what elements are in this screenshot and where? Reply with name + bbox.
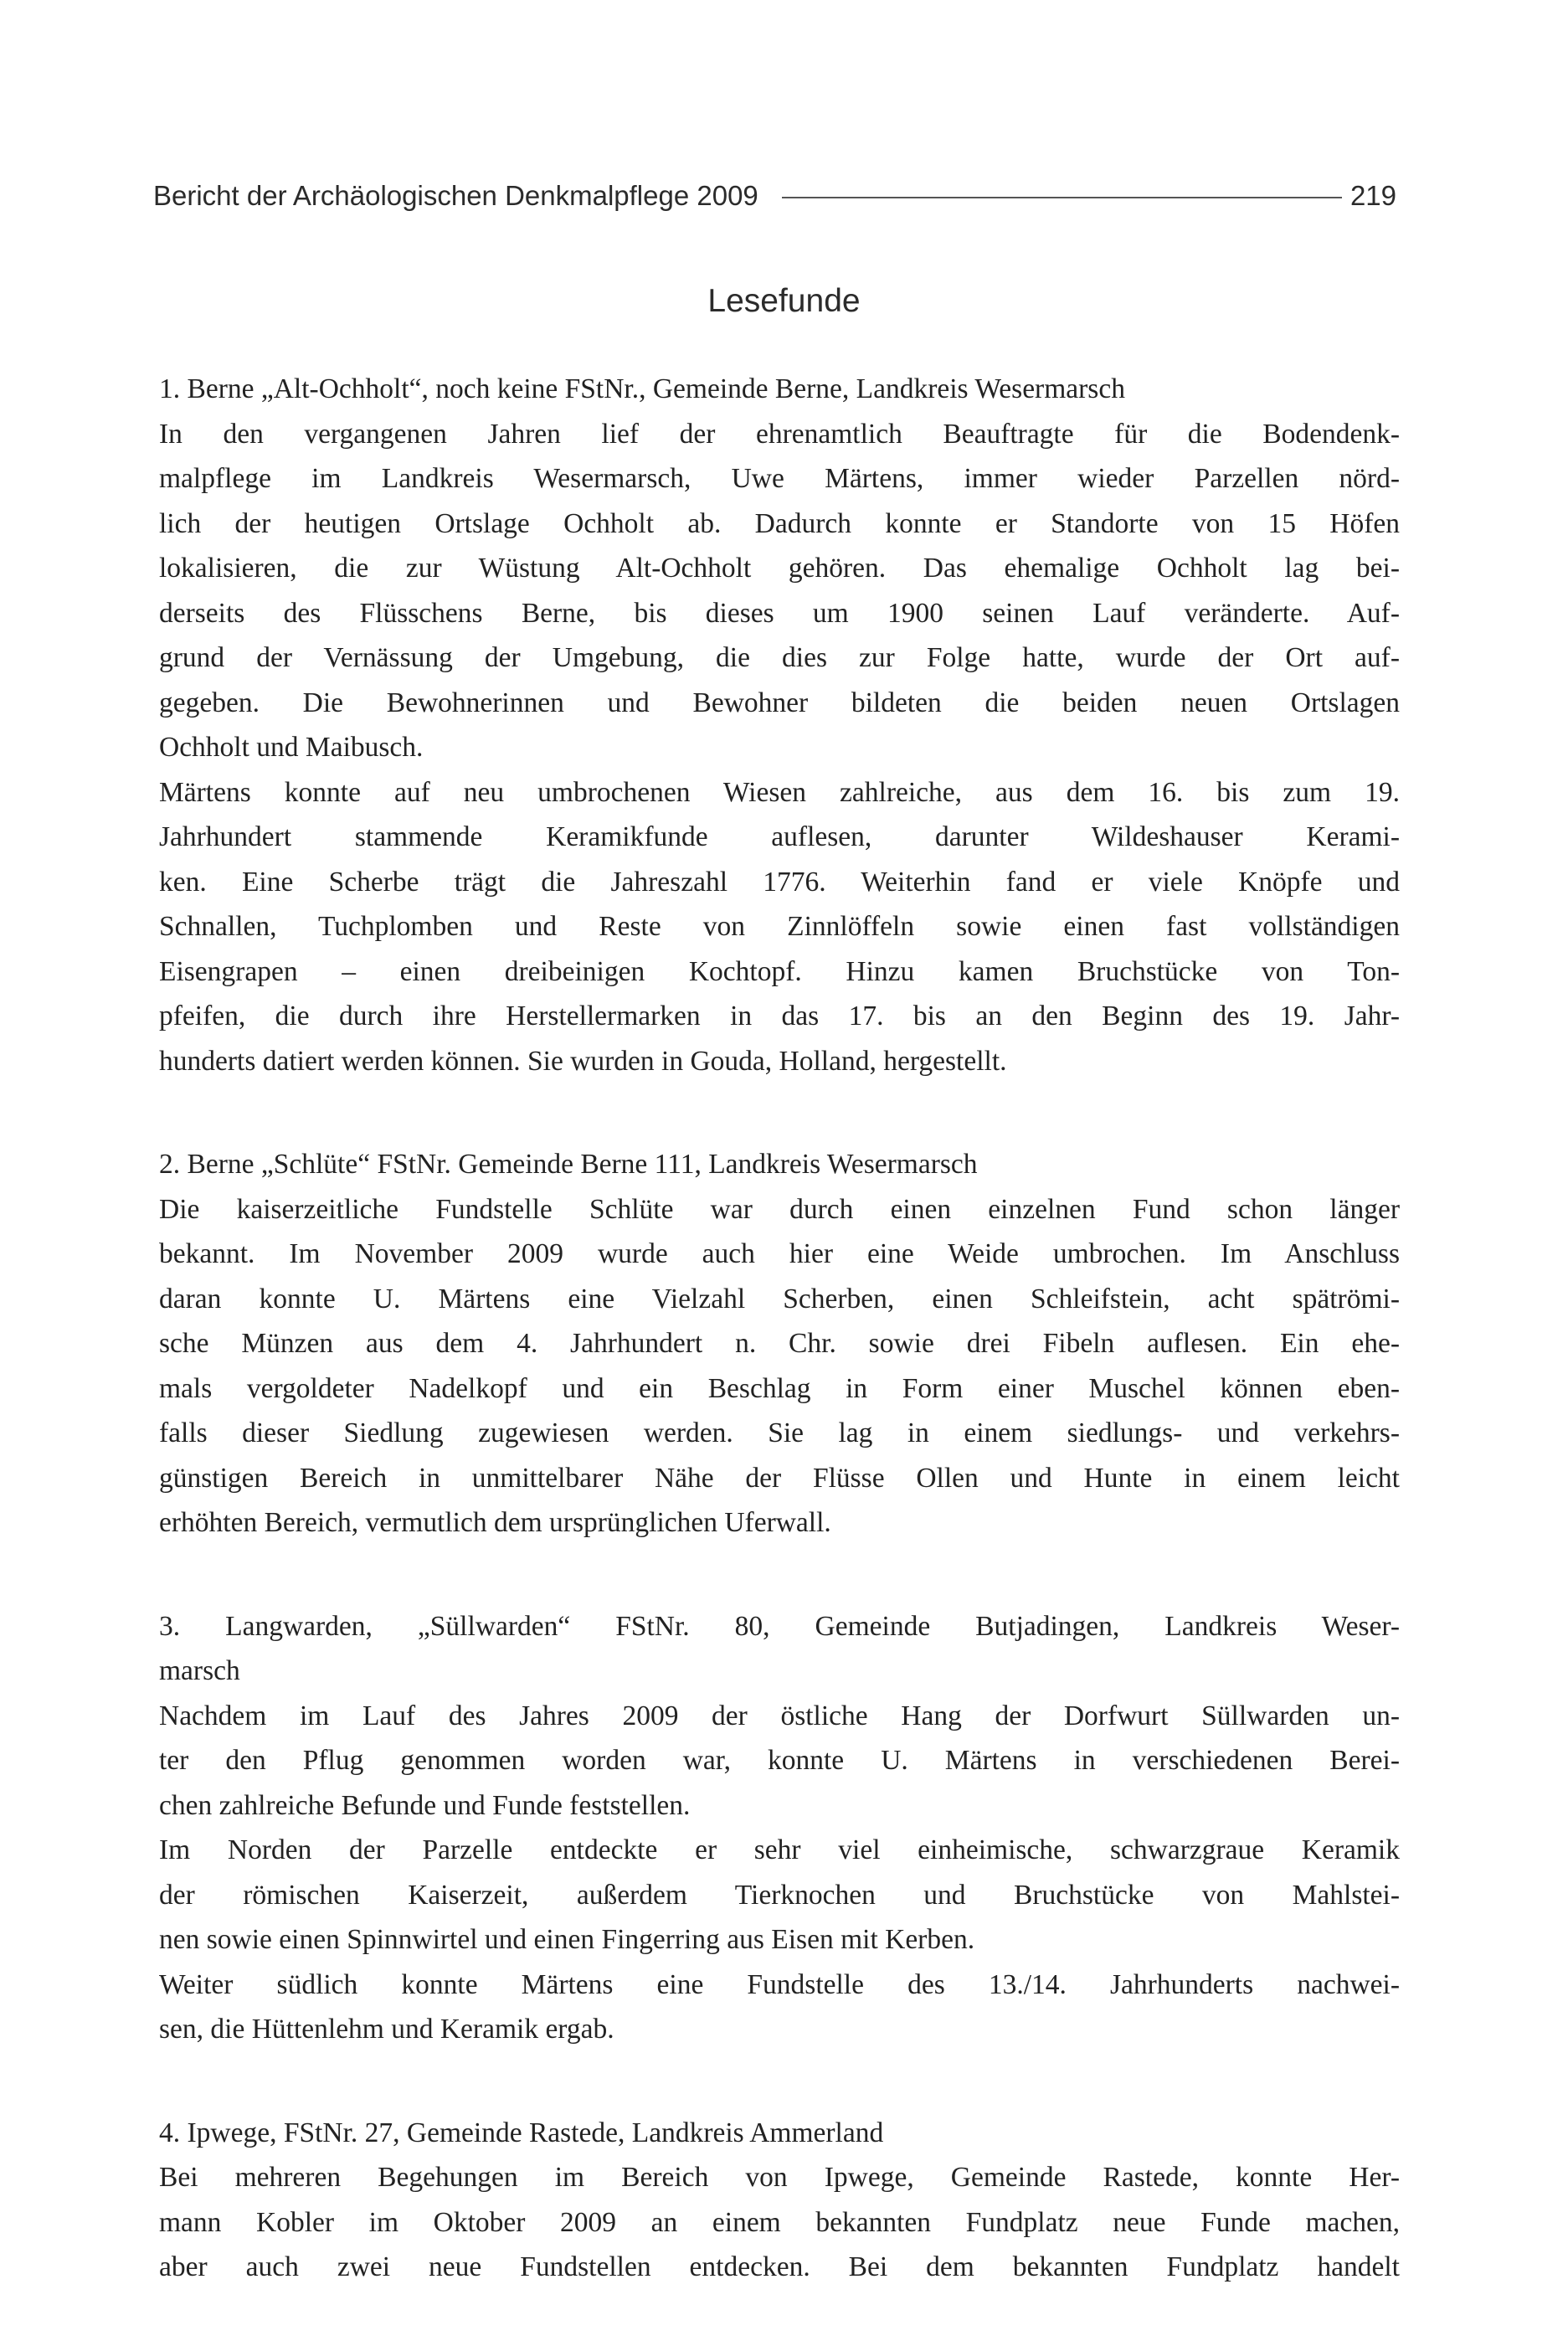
text-line: Eisengrapen – einen dreibeinigen Kochtopf. Hinzu kamen Bruchstücke von Ton- bbox=[159, 955, 1400, 987]
text-line: nen sowie einen Spinnwirtel und einen Fingerring aus Eisen mit Kerben. bbox=[159, 1924, 975, 1955]
journal-title: Bericht der Archäologischen Denkmalpflege 2009 bbox=[153, 180, 758, 211]
header-rule bbox=[782, 197, 1342, 198]
text-line: falls dieser Siedlung zugewiesen werden. Sie lag in einem siedlungs- und verkehrs- bbox=[159, 1417, 1400, 1448]
text-line: Die kaiserzeitliche Fundstelle Schlüte war durch einen einzelnen Fund schon länger bbox=[159, 1193, 1400, 1225]
text-line: malpflege im Landkreis Wesermarsch, Uwe Märtens, immer wieder Parzellen nörd- bbox=[159, 463, 1400, 494]
text-line: Ochholt und Maibusch. bbox=[159, 732, 424, 763]
body-text bbox=[159, 367, 1400, 2290]
entry-2-berne-schluete bbox=[159, 1142, 1400, 1546]
entry-4-ipwege bbox=[159, 2111, 1400, 2290]
text-line: bekannt. Im November 2009 wurde auch hier eine Weide umbrochen. Im Anschluss bbox=[159, 1238, 1400, 1269]
text-line: günstigen Bereich in unmittelbarer Nähe der Flüsse Ollen und Hunte in einem leicht bbox=[159, 1462, 1400, 1494]
text-line: In den vergangenen Jahren lief der ehrenamtlich Beauftragte für die Bodendenk- bbox=[159, 418, 1400, 450]
text-line: daran konnte U. Märtens eine Vielzahl Scherben, einen Schleifstein, acht spätrömi- bbox=[159, 1283, 1400, 1314]
page-number: 219 bbox=[1350, 180, 1396, 211]
text-line: ken. Eine Scherbe trägt die Jahreszahl 1776. Weiterhin fand er viele Knöpfe und bbox=[159, 866, 1400, 898]
text-line: ter den Pflug genommen worden war, konnte U. Märtens in verschiedenen Berei- bbox=[159, 1745, 1400, 1776]
text-line: chen zahlreiche Befunde und Funde feststellen. bbox=[159, 1789, 691, 1821]
text-line: pfeifen, die durch ihre Herstellermarken in das 17. bis an den Beginn des 19. Jahr- bbox=[159, 1001, 1400, 1032]
entry-heading: 1. Berne „Alt-Ochholt“, noch keine FStNr., Gemeinde Berne, Landkreis Wesermarsch bbox=[159, 373, 1125, 404]
text-line: aber auch zwei neue Fundstellen entdecken. Bei dem bekannten Fundplatz handelt bbox=[159, 2251, 1400, 2282]
text-line: mals vergoldeter Nadelkopf und ein Beschlag in Form einer Muschel können eben- bbox=[159, 1372, 1400, 1404]
entry-1-berne-alt-ochholt bbox=[159, 367, 1400, 1083]
section-title: Lesefunde bbox=[707, 283, 861, 319]
text-line: mann Kobler im Oktober 2009 an einem bekannten Fundplatz neue Funde machen, bbox=[159, 2206, 1400, 2238]
text-line: hunderts datiert werden können. Sie wurden in Gouda, Holland, hergestellt. bbox=[159, 1045, 1007, 1077]
text-line: Jahrhundert stammende Keramikfunde auflesen, darunter Wildeshauser Kerami- bbox=[159, 821, 1400, 852]
text-line: der römischen Kaiserzeit, außerdem Tierknochen und Bruchstücke von Mahlstei- bbox=[159, 1879, 1400, 1911]
text-line: gegeben. Die Bewohnerinnen und Bewohner bildeten die beiden neuen Ortslagen bbox=[159, 687, 1400, 718]
text-line: grund der Vernässung der Umgebung, die dies zur Folge hatte, wurde der Ort auf- bbox=[159, 642, 1400, 673]
text-line: lokalisieren, die zur Wüstung Alt-Ochholt gehören. Das ehemalige Ochholt lag bei- bbox=[159, 553, 1400, 584]
text-line: derseits des Flüsschens Berne, bis dieses um 1900 seinen Lauf veränderte. Auf- bbox=[159, 597, 1400, 629]
text-line: erhöhten Bereich, vermutlich dem ursprünglichen Uferwall. bbox=[159, 1507, 831, 1538]
running-header bbox=[153, 180, 1396, 212]
entry-heading: marsch bbox=[159, 1655, 240, 1686]
text-line: Nachdem im Lauf des Jahres 2009 der östliche Hang der Dorfwurt Süllwarden un- bbox=[159, 1700, 1400, 1731]
text-line: Schnallen, Tuchplomben und Reste von Zinnlöffeln sowie einen fast vollständigen bbox=[159, 911, 1400, 942]
text-line: sen, die Hüttenlehm und Keramik ergab. bbox=[159, 2014, 614, 2045]
text-line: sche Münzen aus dem 4. Jahrhundert n. Chr. sowie drei Fibeln auflesen. Ein ehe- bbox=[159, 1328, 1400, 1359]
text-line: Im Norden der Parzelle entdeckte er sehr viel einheimische, schwarzgraue Keramik bbox=[159, 1834, 1400, 1865]
text-line: Bei mehreren Begehungen im Bereich von Ipwege, Gemeinde Rastede, konnte Her- bbox=[159, 2162, 1400, 2193]
entry-heading: 3. Langwarden, „Süllwarden“ FStNr. 80, Gemeinde Butjadingen, Landkreis Weser- bbox=[159, 1610, 1400, 1642]
text-line: Märtens konnte auf neu umbrochenen Wiesen zahlreiche, aus dem 16. bis zum 19. bbox=[159, 776, 1400, 808]
entry-heading: 4. Ipwege, FStNr. 27, Gemeinde Rastede, Landkreis Ammerland bbox=[159, 2117, 884, 2148]
entry-heading: 2. Berne „Schlüte“ FStNr. Gemeinde Berne 111, Landkreis Wesermarsch bbox=[159, 1149, 978, 1180]
entry-3-langwarden-suellwarden bbox=[159, 1604, 1400, 2052]
text-line: Weiter südlich konnte Märtens eine Fundstelle des 13./14. Jahrhunderts nachwei- bbox=[159, 1968, 1400, 2000]
text-line: lich der heutigen Ortslage Ochholt ab. Dadurch konnte er Standorte von 15 Höfen bbox=[159, 507, 1400, 539]
